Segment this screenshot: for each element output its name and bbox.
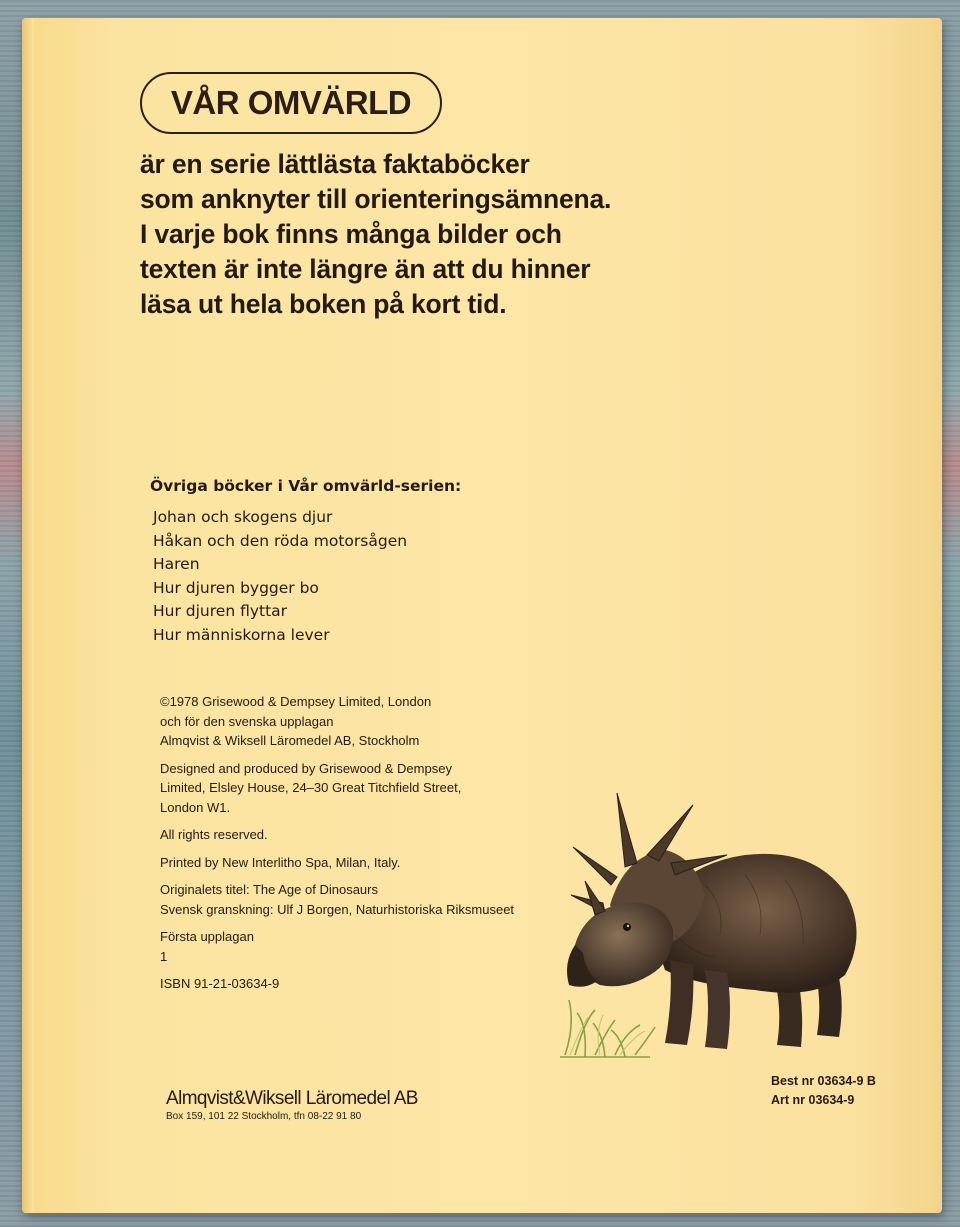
list-item: Haren — [153, 555, 200, 573]
publisher-block — [166, 1088, 418, 1122]
order-numbers — [771, 1072, 876, 1110]
designed-by-line: Limited, Elsley House, 24–30 Great Titchfield Street, — [160, 780, 462, 795]
designed-by-block — [160, 759, 514, 818]
edition-number: 1 — [160, 948, 168, 964]
series-logo: VÅR OMVÄRLD — [140, 72, 442, 134]
copyright-line: Almqvist & Wiksell Läromedel AB, Stockholm — [160, 733, 420, 748]
copyright-line: ©1978 Grisewood & Dempsey Limited, London — [160, 694, 432, 709]
list-item: Håkan och den röda motorsågen — [153, 531, 408, 550]
other-books-heading: Övriga böcker i Vår omvärld-serien: — [150, 477, 462, 495]
designed-by-line: London W1. — [160, 799, 231, 815]
other-books-list — [153, 506, 407, 647]
intro-line: texten är inte längre än att du hinner — [140, 254, 591, 284]
best-number: Best nr 03634-9 B — [771, 1074, 876, 1088]
list-item: Hur människorna lever — [153, 625, 330, 644]
series-description — [140, 147, 680, 322]
list-item: Johan och skogens djur — [153, 508, 333, 526]
edition-label: Första upplagan — [160, 929, 254, 944]
publisher-name: Almqvist&Wiksell Läromedel AB — [166, 1088, 418, 1109]
intro-line: läsa ut hela boken på kort tid. — [140, 289, 507, 319]
designed-by-line: Designed and produced by Grisewood & Dempsey — [160, 760, 452, 776]
intro-line: är en serie lättlästa faktaböcker — [140, 149, 530, 179]
list-item: Hur djuren flyttar — [153, 602, 288, 620]
rights-notice: All rights reserved. — [160, 827, 268, 842]
isbn: ISBN 91-21-03634-9 — [160, 976, 280, 991]
publisher-address: Box 159, 101 22 Stockholm, tfn 08-22 91 80 — [166, 1111, 362, 1122]
copyright-block — [160, 692, 514, 751]
art-number: Art nr 03634-9 — [771, 1093, 855, 1107]
original-title: Originalets titel: The Age of Dinosaurs — [160, 882, 378, 897]
copyright-line: och för den svenska upplagan — [160, 713, 334, 729]
dinosaur-illustration — [555, 785, 885, 1070]
intro-line: som anknyter till orienteringsämnena. — [140, 184, 612, 214]
imprint — [160, 692, 514, 1002]
list-item: Hur djuren bygger bo — [153, 578, 319, 597]
intro-line: I varje bok finns många bilder och — [140, 219, 562, 249]
book-spine-edge — [22, 18, 34, 1213]
swedish-review: Svensk granskning: Ulf J Borgen, Naturhistoriska Riksmuseet — [160, 901, 515, 917]
printer-notice: Printed by New Interlitho Spa, Milan, Italy. — [160, 854, 401, 870]
